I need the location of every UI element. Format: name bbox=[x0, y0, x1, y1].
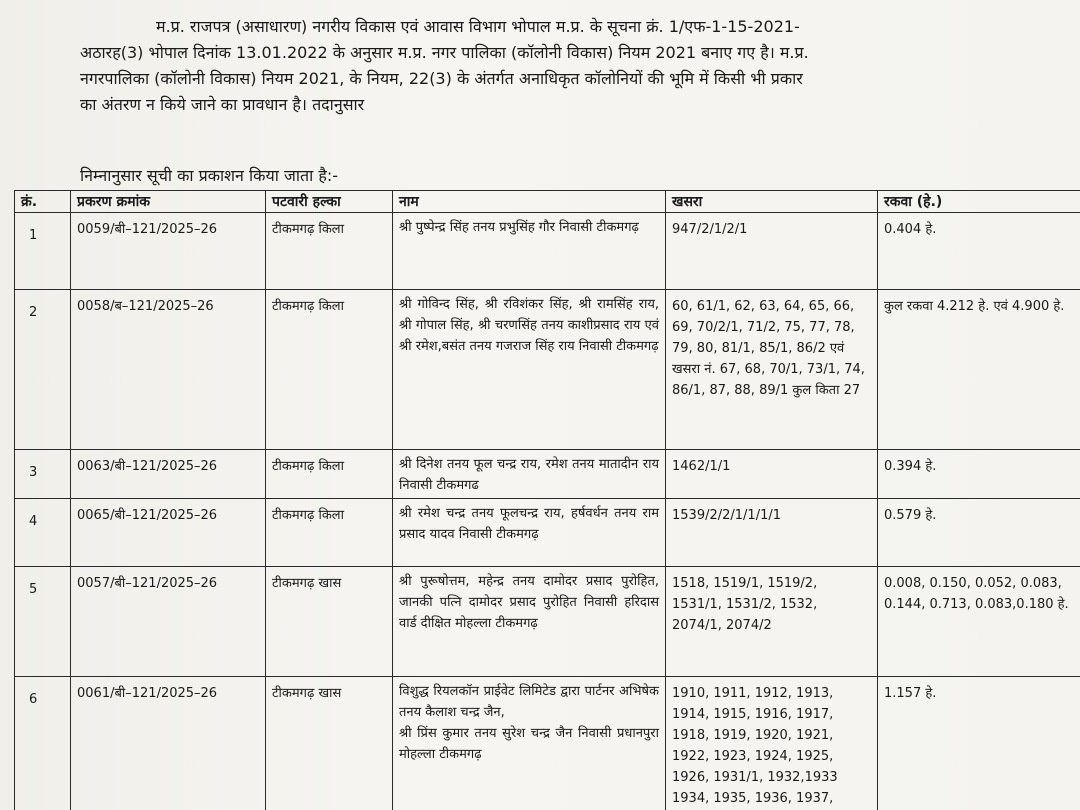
cell-halka: टीकमगढ़ किला bbox=[266, 450, 393, 499]
cell-serial: 3 bbox=[15, 450, 71, 499]
cell-case-no: 0063/बी–121/2025–26 bbox=[71, 450, 266, 499]
cell-khasra: 1910, 1911, 1912, 1913, 1914, 1915, 1916, 1917, 1918, 1919, 1920, 1921, 1922, 1923, 1924, 1925, 1926, 1931/1, 1932,1933 1934, 1935, 1936, 1937, bbox=[666, 677, 878, 810]
cell-khasra: 1518, 1519/1, 1519/2, 1531/1, 1531/2, 1532, 2074/1, 2074/2 bbox=[666, 567, 878, 677]
table-row bbox=[15, 499, 1080, 567]
cell-case-no: 0065/बी–121/2025–26 bbox=[71, 499, 266, 567]
cell-serial: 2 bbox=[15, 290, 71, 450]
cell-name: श्री पुष्पेन्द्र सिंह तनय प्रभुसिंह गौर निवासी टीकमगढ़ bbox=[393, 213, 666, 290]
cell-halka: टीकमगढ़ किला bbox=[266, 290, 393, 450]
cell-serial: 5 bbox=[15, 567, 71, 677]
cell-area: 0.394 हे. bbox=[878, 450, 1080, 499]
table-row bbox=[15, 290, 1080, 450]
cell-case-no: 0061/बी–121/2025–26 bbox=[71, 677, 266, 810]
table-row bbox=[15, 567, 1080, 677]
header-name: नाम bbox=[393, 191, 666, 213]
cell-serial: 1 bbox=[15, 213, 71, 290]
cell-area: 0.579 हे. bbox=[878, 499, 1080, 567]
header-serial: क्रं. bbox=[15, 191, 71, 213]
cell-khasra: 1539/2/2/1/1/1/1 bbox=[666, 499, 878, 567]
colony-list-table bbox=[14, 190, 1080, 810]
cell-name: विशुद्ध रियलकॉन प्राईवेट लिमिटेड द्वारा पार्टनर अभिषेक तनय कैलाश चन्द्र जैन, श्री प्रिंस कुमार तनय सुरेश चन्द्र जैन निवासी प्रधानपुरा मोहल्ला टीकमगढ़ bbox=[393, 677, 666, 810]
intro-line: म.प्र. राजपत्र (असाधारण) नगरीय विकास एवं आवास विभाग भोपाल म.प्र. के सूचना क्रं. 1/एफ-1-15-2021- bbox=[156, 17, 800, 36]
header-area: रकवा (हे.) bbox=[878, 191, 1080, 213]
list-subheading: निम्नानुसार सूची का प्रकाशन किया जाता है:- bbox=[80, 166, 338, 185]
cell-area: 1.157 हे. bbox=[878, 677, 1080, 810]
cell-name: श्री गोविन्द सिंह, श्री रविशंकर सिंह, श्री रामसिंह राय, श्री गोपाल सिंह, श्री चरणसिंह तनय काशीप्रसाद राय एवं श्री रमेश,बसंत तनय गजराज सिंह राय निवासी टीकमगढ़ bbox=[393, 290, 666, 450]
cell-name: श्री रमेश चन्द्र तनय फूलचन्द्र राय, हर्षवर्धन तनय राम प्रसाद यादव निवासी टीकमगढ़ bbox=[393, 499, 666, 567]
cell-name: श्री पुरूषोत्तम, महेन्द्र तनय दामोदर प्रसाद पुरोहित, जानकी पत्नि दामोदर प्रसाद पुरोहित निवासी हरिदास वार्ड दीक्षित मोहल्ला टीकमगढ़ bbox=[393, 567, 666, 677]
cell-case-no: 0058/ब–121/2025–26 bbox=[71, 290, 266, 450]
cell-halka: टीकमगढ़ खास bbox=[266, 567, 393, 677]
cell-khasra: 947/2/1/2/1 bbox=[666, 213, 878, 290]
cell-area: कुल रकवा 4.212 हे. एवं 4.900 हे. bbox=[878, 290, 1080, 450]
cell-area: 0.008, 0.150, 0.052, 0.083, 0.144, 0.713, 0.083,0.180 हे. bbox=[878, 567, 1080, 677]
table-row bbox=[15, 213, 1080, 290]
header-khasra: खसरा bbox=[666, 191, 878, 213]
table-row bbox=[15, 677, 1080, 810]
cell-case-no: 0059/बी–121/2025–26 bbox=[71, 213, 266, 290]
header-halka: पटवारी हल्का bbox=[266, 191, 393, 213]
intro-paragraph bbox=[80, 14, 1000, 118]
intro-line: अठारह(3) भोपाल दिनांक 13.01.2022 के अनुसार म.प्र. नगर पालिका (कॉलोनी विकास) नियम 2021 बनाए गए है। म.प्र. bbox=[80, 43, 809, 62]
cell-halka: टीकमगढ़ किला bbox=[266, 213, 393, 290]
table-row bbox=[15, 450, 1080, 499]
cell-khasra: 1462/1/1 bbox=[666, 450, 878, 499]
cell-area: 0.404 हे. bbox=[878, 213, 1080, 290]
cell-halka: टीकमगढ़ खास bbox=[266, 677, 393, 810]
intro-line: नगरपालिका (कॉलोनी विकास) नियम 2021, के नियम, 22(3) के अंतर्गत अनाधिकृत कॉलोनियों की भूमि में किसी भी प्रकार bbox=[80, 69, 803, 88]
cell-case-no: 0057/बी–121/2025–26 bbox=[71, 567, 266, 677]
cell-name: श्री दिनेश तनय फूल चन्द्र राय, रमेश तनय मातादीन राय निवासी टीकमगढ bbox=[393, 450, 666, 499]
cell-khasra: 60, 61/1, 62, 63, 64, 65, 66, 69, 70/2/1, 71/2, 75, 77, 78, 79, 80, 81/1, 85/1, 86/2 एवं खसरा नं. 67, 68, 70/1, 73/1, 74, 86/1, 87, 88, 89/1 कुल किता 27 bbox=[666, 290, 878, 450]
header-case-no: प्रकरण क्रमांक bbox=[71, 191, 266, 213]
table-header-row bbox=[15, 191, 1080, 213]
cell-serial: 6 bbox=[15, 677, 71, 810]
cell-serial: 4 bbox=[15, 499, 71, 567]
cell-halka: टीकमगढ़ किला bbox=[266, 499, 393, 567]
intro-line: का अंतरण न किये जाने का प्रावधान है। तदानुसार bbox=[80, 95, 365, 114]
